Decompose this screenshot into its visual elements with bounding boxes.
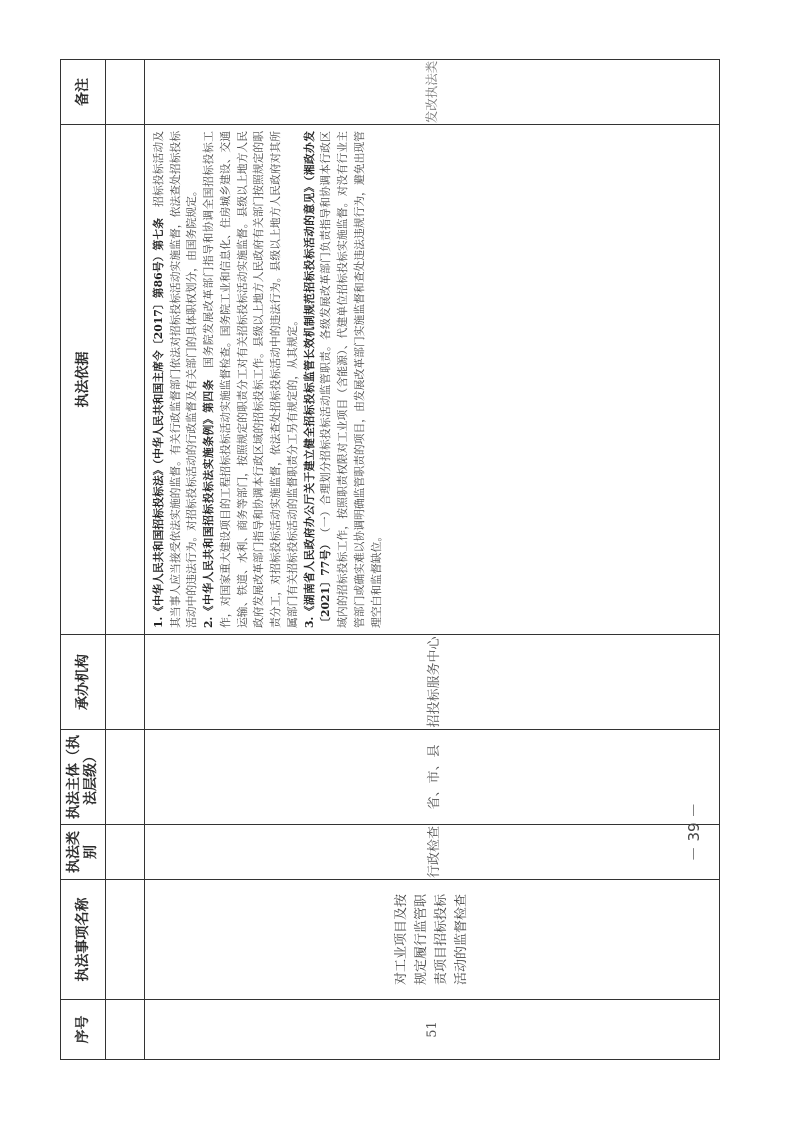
empty-cell bbox=[106, 730, 145, 825]
header-item-name: 执法事项名称 bbox=[61, 880, 106, 1000]
row-basis bbox=[145, 125, 720, 635]
row-remark: 发改执法类 bbox=[145, 60, 720, 125]
header-seq: 序号 bbox=[61, 1000, 106, 1060]
empty-cell bbox=[106, 125, 145, 635]
table-row bbox=[145, 60, 720, 1060]
basis-title-3: 3.《湖南省人民政府办公厅关于建立健全招标投标监管长效机制规范招标投标活动的意见》（湘政办发〔2021〕77号） bbox=[302, 131, 333, 628]
header-basis: 执法依据 bbox=[61, 125, 106, 635]
rotated-table-page bbox=[60, 60, 720, 1060]
empty-cell bbox=[106, 60, 145, 125]
row-subject: 省、市、县 bbox=[145, 730, 720, 825]
table-header-row bbox=[61, 60, 106, 1060]
empty-cell bbox=[106, 635, 145, 730]
basis-clause-2 bbox=[201, 131, 301, 628]
basis-text-1: 招标投标活动及其当事人应当接受依法实施的监督。有关行政监督部门依法对招标投标活动实施监督，依法查处招标投标活动中的违法行为。对招标投标活动的行政监督及有关部门的具体职权划分，由国务院规定。 bbox=[152, 130, 199, 628]
basis-clause-3 bbox=[302, 131, 386, 628]
basis-title-2: 2.《中华人民共和国招标投标法实施条例》第四条 bbox=[202, 379, 216, 628]
empty-cell bbox=[106, 825, 145, 880]
empty-cell bbox=[106, 1000, 145, 1060]
row-category: 行政检查 bbox=[145, 825, 720, 880]
header-remark: 备注 bbox=[61, 60, 106, 125]
basis-clause-1 bbox=[151, 131, 201, 628]
basis-text-3: （一）合理划分招标投标活动监管职责。各级发展改革部门负责指导和协调本行政区域内的招标投标工作，按照职责权限对工业项目（含能源）、代建单位招标投标实施监督。对没有行业主管部门或确实难以协调明确监管职责的项目，由发展改革部门实施监督和查处违法违规行为，避免出现管理空白和监督缺位。 bbox=[319, 131, 383, 628]
header-subject: 执法主体（执法层级） bbox=[61, 730, 106, 825]
table-row-empty bbox=[106, 60, 145, 1060]
page-number: － 39 － bbox=[685, 802, 703, 862]
header-agency: 承办机构 bbox=[61, 635, 106, 730]
empty-cell bbox=[106, 880, 145, 1000]
basis-title-1: 1.《中华人民共和国招标投标法》（中华人民共和国主席令〔2017〕第86号）第七条 bbox=[152, 217, 165, 628]
basis-text-2: 国务院发展改革部门指导和协调全国招标投标工作，对国家重大建设项目的工程招标投标活动实施监督检查。国务院工业和信息化、住房城乡建设、交通运输、铁道、水利、商务等部门，按照规定的职责分工对有关招标投标活动实施监督。县级以上地方人民政府发展改革部门指导和协调本行政区域的招标投标工作。县级以上地方人民政府有关部门按照规定的职责分工，对招标投标活动实施监督，依法查处招标投标活动中的违法行为。县级以上地方人民政府对其所属部门有关招标投标活动的监督职责分工另有规定的，从其规定。 bbox=[202, 131, 299, 628]
row-seq: 51 bbox=[145, 1000, 720, 1060]
row-item-name: 对工业项目及按规定履行监管职责项目招标投标活动的监督检查 bbox=[145, 880, 720, 1000]
row-agency: 招投标服务中心 bbox=[145, 635, 720, 730]
header-category: 执法类别 bbox=[61, 825, 106, 880]
law-enforcement-table bbox=[60, 59, 720, 1060]
